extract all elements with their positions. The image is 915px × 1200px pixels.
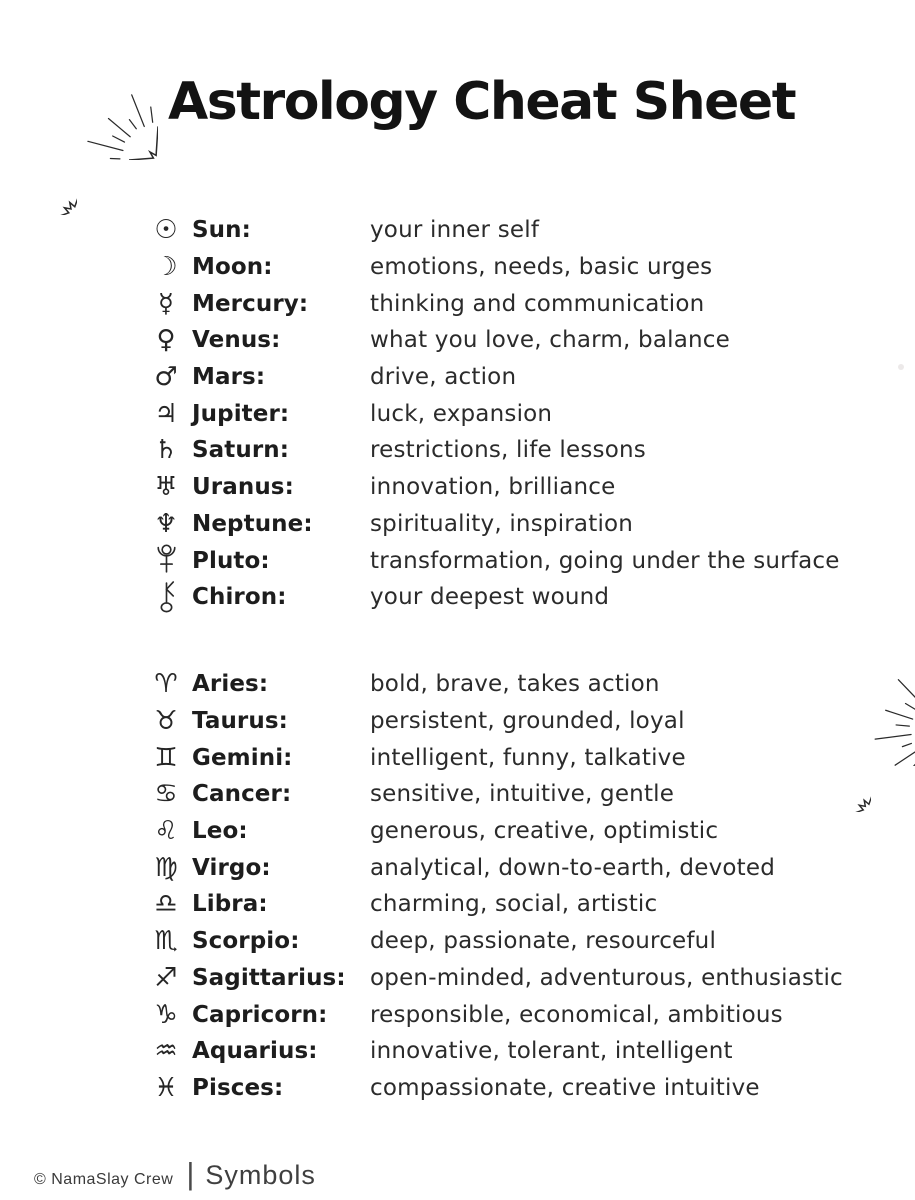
zodiac-row-pisces — [140, 1070, 915, 1107]
planet-meaning: emotions, needs, basic urges — [370, 254, 713, 281]
planet-meaning: spirituality, inspiration — [370, 510, 634, 537]
taurus-symbol-icon: ♉ — [154, 706, 178, 737]
zodiac-row-virgo — [140, 849, 915, 886]
zodiac-name: Scorpio: — [192, 928, 300, 955]
zodiac-name: Pisces: — [192, 1074, 284, 1101]
planet-name: Mercury: — [192, 290, 309, 317]
zodiac-meaning: intelligent, funny, talkative — [370, 744, 686, 771]
virgo-symbol-icon: ♍ — [154, 852, 178, 883]
planet-name: Sun: — [192, 217, 251, 244]
zodiac-meaning: charming, social, artistic — [370, 891, 658, 918]
zodiac-meaning: responsible, economical, ambitious — [370, 1001, 783, 1028]
planet-meaning: innovation, brilliance — [370, 474, 616, 501]
burst-star-icon — [43, 181, 77, 215]
planet-row-pluto — [140, 542, 915, 579]
planet-name: Moon: — [192, 254, 273, 281]
planet-row-mercury — [140, 285, 915, 322]
planet-row-mars — [140, 359, 915, 396]
zodiac-meaning: compassionate, creative intuitive — [370, 1074, 760, 1101]
zodiac-row-aquarius — [140, 1033, 915, 1070]
planet-row-saturn — [140, 432, 915, 469]
zodiac-name: Sagittarius: — [192, 964, 346, 991]
zodiac-row-scorpio — [140, 923, 915, 960]
zodiac-name: Libra: — [192, 891, 268, 918]
zodiac-name: Taurus: — [192, 708, 288, 735]
sun-symbol-icon: ☉ — [154, 215, 178, 246]
zodiac-meaning: deep, passionate, resourceful — [370, 928, 717, 955]
sparkle-star-icon — [0, 0, 158, 160]
zodiac-name: Leo: — [192, 818, 248, 845]
pisces-symbol-icon: ♓ — [154, 1072, 178, 1103]
planet-name: Saturn: — [192, 437, 290, 464]
chiron-symbol-icon — [156, 581, 177, 614]
planet-row-sun — [140, 212, 915, 249]
uranus-symbol-icon: ♅ — [154, 472, 178, 503]
zodiac-name: Virgo: — [192, 854, 271, 881]
planet-meaning: your inner self — [370, 217, 540, 244]
planet-name: Neptune: — [192, 510, 313, 537]
moon-symbol-icon: ☽ — [154, 252, 178, 283]
gemini-symbol-icon: ♊ — [154, 742, 178, 773]
leo-symbol-icon: ♌ — [154, 816, 178, 847]
burst-star-icon — [839, 780, 871, 812]
zodiac-name: Capricorn: — [192, 1001, 328, 1028]
mercury-symbol-icon: ☿ — [158, 288, 174, 319]
zodiac-row-leo — [140, 813, 915, 850]
page-title: Astrology Cheat Sheet — [168, 72, 796, 132]
planet-row-venus — [140, 322, 915, 359]
planets-list — [140, 212, 915, 616]
copyright-credit: © NamaSlay Crew — [34, 1171, 174, 1188]
capricorn-symbol-icon: ♑ — [154, 999, 178, 1030]
mars-symbol-icon: ♂ — [154, 362, 178, 393]
zodiac-name: Aries: — [192, 671, 269, 698]
aries-symbol-icon: ♈ — [154, 669, 178, 700]
decorative-dot — [898, 364, 904, 370]
footer — [34, 1156, 316, 1192]
zodiac-row-sagittarius — [140, 960, 915, 997]
pluto-symbol-icon — [156, 544, 177, 577]
planet-meaning: thinking and communication — [370, 290, 705, 317]
planet-meaning: restrictions, life lessons — [370, 437, 646, 464]
planet-name: Pluto: — [192, 547, 270, 574]
planet-row-moon — [140, 249, 915, 286]
saturn-symbol-icon: ♄ — [154, 435, 178, 466]
zodiac-meaning: innovative, tolerant, intelligent — [370, 1038, 733, 1065]
planet-meaning: transformation, going under the surface — [370, 547, 840, 574]
planet-name: Venus: — [192, 327, 281, 354]
zodiac-meaning: persistent, grounded, loyal — [370, 708, 685, 735]
footer-brand: Symbols — [205, 1160, 316, 1190]
cancer-symbol-icon: ♋ — [154, 779, 178, 810]
zodiac-name: Aquarius: — [192, 1038, 318, 1065]
planet-name: Mars: — [192, 364, 266, 391]
planet-name: Chiron: — [192, 584, 287, 611]
planet-meaning: luck, expansion — [370, 400, 553, 427]
aquarius-symbol-icon: ♒ — [154, 1036, 178, 1067]
venus-symbol-icon: ♀ — [156, 325, 176, 356]
planet-row-uranus — [140, 469, 915, 506]
jupiter-symbol-icon: ♃ — [154, 398, 178, 429]
zodiac-row-cancer — [140, 776, 915, 813]
zodiac-meaning: sensitive, intuitive, gentle — [370, 781, 675, 808]
footer-separator: | — [186, 1156, 195, 1191]
planet-name: Uranus: — [192, 474, 294, 501]
planet-meaning: what you love, charm, balance — [370, 327, 730, 354]
scorpio-symbol-icon: ♏ — [154, 926, 178, 957]
zodiac-name: Gemini: — [192, 744, 293, 771]
planet-row-neptune — [140, 506, 915, 543]
planet-meaning: your deepest wound — [370, 584, 610, 611]
planet-meaning: drive, action — [370, 364, 517, 391]
zodiac-name: Cancer: — [192, 781, 292, 808]
zodiac-meaning: generous, creative, optimistic — [370, 818, 719, 845]
zodiac-meaning: bold, brave, takes action — [370, 671, 660, 698]
planet-row-jupiter — [140, 395, 915, 432]
zodiac-meaning: analytical, down-to-earth, devoted — [370, 854, 776, 881]
neptune-symbol-icon: ♆ — [154, 508, 178, 539]
libra-symbol-icon: ♎ — [154, 889, 178, 920]
sparkle-star-icon — [763, 606, 915, 766]
zodiac-row-libra — [140, 886, 915, 923]
planet-name: Jupiter: — [192, 400, 290, 427]
zodiac-meaning: open-minded, adventurous, enthusiastic — [370, 964, 843, 991]
sagittarius-symbol-icon: ♐ — [154, 962, 178, 993]
zodiac-row-capricorn — [140, 996, 915, 1033]
